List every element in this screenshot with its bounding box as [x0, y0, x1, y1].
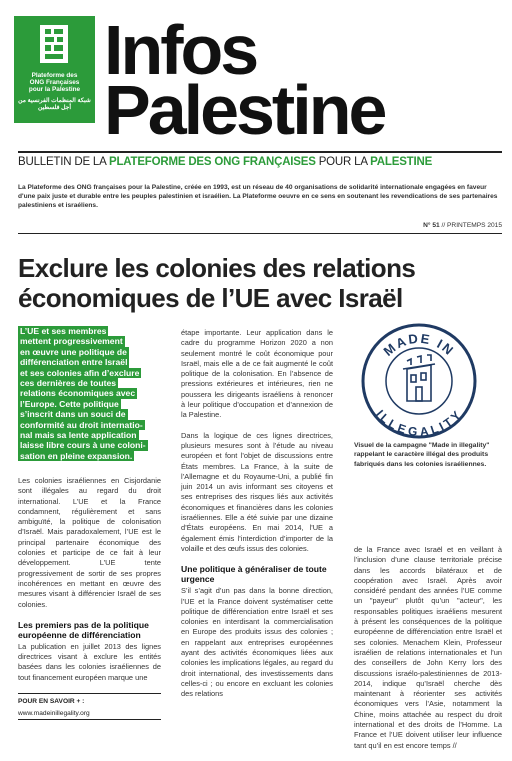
logo-text-line-2: ONG Françaises: [29, 79, 80, 86]
article-column-2: [181, 328, 333, 710]
issue-separator: //: [439, 222, 448, 229]
paragraph: Les colonies israéliennes en Cisjordanie sont illégales au regard du droit international. L’UE et la France condamnent, régulièrement et sans ambiguïté, la politique de colonisation d’Israël. Mais paradoxalement, l’UE est le principal partenaire économique des colonies et participe de ce fait à leur développement. L’UE tente progressivement de sortir de ses propres incohérences en mettant en œuvre des mesures visant à différencier Israël de ses colonies.: [18, 476, 161, 609]
paragraph: étape importante. Leur application dans le cadre du programme Horizon 2020 a non seulement montré le coût économique pour Israël, mais elle a de ce fait augmenté le coût politique de la colonisation. En l’absence de pressions extérieures et intérieures, rien ne poussera les dirigeants israéliens à renoncer à leur politique d’occupation et d’annexion de la Palestine.: [181, 328, 333, 420]
footer-divider: [18, 693, 161, 694]
campaign-website-link[interactable]: www.madeinillegality.org: [18, 710, 90, 717]
pull-quote-line: sation en pleine expansion.: [20, 450, 133, 461]
footer-end-divider: [18, 719, 161, 720]
logo-arabic-text: شبكة المنظمات الفرنسية من أجل فلسطين: [18, 98, 91, 111]
pull-quote: [18, 326, 155, 461]
paragraph: S’il s’agit d’un pas dans la bonne direction, l’UE et la France doivent systématiser cette politique de différenciation entre Israël et ses colonies en interdisant la commercialisation en Europe des produits issus des colonies ; en rappelant aux entreprises européennes ayant des activités économiques liées aux colonies les implications légales, au regard du droit international, des investissements dans celles-ci ; ou encore en excluant les colonies des relations: [181, 586, 333, 699]
issue-info: [423, 222, 502, 229]
logo-text-line-1: Plateforme des: [31, 72, 78, 79]
pull-quote-line: en œuvre une politique de: [20, 346, 127, 357]
subhead-bold-palestine: PALESTINE: [370, 156, 433, 168]
intro-divider: [18, 233, 502, 234]
masthead-title-line-2: Palestine: [104, 71, 385, 149]
svg-text:ILLEGALITY: [373, 407, 464, 439]
pull-quote-line: nal mais sa lente application: [20, 430, 137, 440]
paragraph: La publication en juillet 2013 des lignes directrices visant à exclure les entités basées dans les colonies israéliennes de tout financement européen marque une: [18, 641, 161, 682]
logo-text-line-3: pour la Palestine: [28, 86, 81, 93]
more-info-label: POUR EN SAVOIR + :: [18, 698, 85, 705]
article-column-3: [354, 545, 502, 761]
subhead-bold-org: PLATEFORME DES ONG FRANÇAISES: [108, 156, 316, 168]
pull-quote-line: et ses colonies afin d’exclure: [20, 367, 140, 378]
pull-quote-line: s’inscrit dans un souci de: [20, 409, 126, 420]
stamp-caption: Visuel de la campagne "Made in illegality" rappelant le caractère illégal des produits fabriqués dans les colonies israéliennes.: [354, 442, 490, 468]
issue-number: N° 51: [423, 222, 440, 229]
pull-quote-line: différenciation entre Israël: [20, 357, 128, 368]
stamp-top-text: MADE IN: [380, 330, 458, 359]
section-heading: Les premiers pas de la politique européenne de différenciation: [18, 619, 149, 640]
bulletin-subheading: [18, 155, 502, 169]
article-column-1: [18, 476, 161, 693]
paragraph: de la France avec Israël et en veillant à l’inclusion d’une clause territoriale précise dans les accords bilatéraux et de coopération avec Israël. Après avoir considéré pendant des années l’UE comme un "payeur" plutôt qu’un "acteur", les responsables politiques israéliens mesurent à présent les conséquences de la politique européenne de différenciation entre Israël et ses colonies. Menachem Klein, Professeur israélien de relations internationales et l’un des conseillers de John Kerry lors des discussions israélo-palestiniennes de 2013-2014, indique qu’Israël cherche dès maintenant à réorienter ses activités économiques vers l’Asie, notamment la Chine, moins attachée au respect du droit international et des droits de l’Homme. La France et l’UE doivent utiliser leur influence tant qu’il en est encore temps //: [354, 545, 502, 750]
pull-quote-line: l’Europe. Cette politique: [20, 398, 119, 409]
article-headline: Exclure les colonies des relations économiques de l’UE avec Israël: [18, 253, 416, 313]
section-heading: Une politique à généraliser de toute urgence: [181, 564, 327, 585]
pull-quote-line: relations économiques avec: [20, 388, 136, 399]
platform-intro: La Plateforme des ONG françaises pour la Palestine, créée en 1993, est un réseau de 40 organisations de solidarité internationale engagées en faveur d'une paix juste et durable entre les peuples palestinien et israélien. La Plateforme oeuvre en ce sens en soutenant les revendications de ses partenaires palestiniens et israéliens.: [18, 184, 498, 210]
made-in-illegality-stamp-icon: [359, 321, 479, 441]
issue-season: PRINTEMPS 2015: [447, 222, 502, 229]
stamp-bottom-text: ILLEGALITY: [373, 407, 465, 440]
pull-quote-line: ces dernières de toutes: [20, 378, 117, 388]
svg-text:MADE IN: [381, 331, 458, 359]
pull-quote-line: mettent progressivement: [20, 336, 123, 347]
ngo-platform-logo: [14, 16, 95, 123]
pull-quote-line: conformité au droit internatio-: [20, 419, 143, 430]
subhead-text: BULLETIN DE LA: [18, 156, 109, 168]
header-divider: [18, 151, 502, 153]
masthead-title-line-1: Infos: [104, 11, 257, 89]
pull-quote-line: L’UE et ses membres: [20, 326, 107, 336]
pull-quote-line: laisse libre cours à une coloni-: [20, 440, 146, 451]
platform-emblem-icon: [36, 22, 72, 66]
subhead-text-mid: POUR LA: [315, 156, 371, 168]
paragraph: Dans la logique de ces lignes directrices, plusieurs mesures sont à l’étude au niveau européen et font l’objet de discussions entre États membres. La France, à la suite de l’Allemagne et du Royaume-Uni, a publié fin juin 2014 un avis informant ses citoyens et ses entreprises des risques liés aux activités économiques et financières dans les colonies israéliennes. Elle a été suivie par une dizaine d’États européens. En mai 2014, l’UE a également émis l’interdiction d’importer de la volaille et des œufs issus des colonies.: [181, 430, 333, 553]
